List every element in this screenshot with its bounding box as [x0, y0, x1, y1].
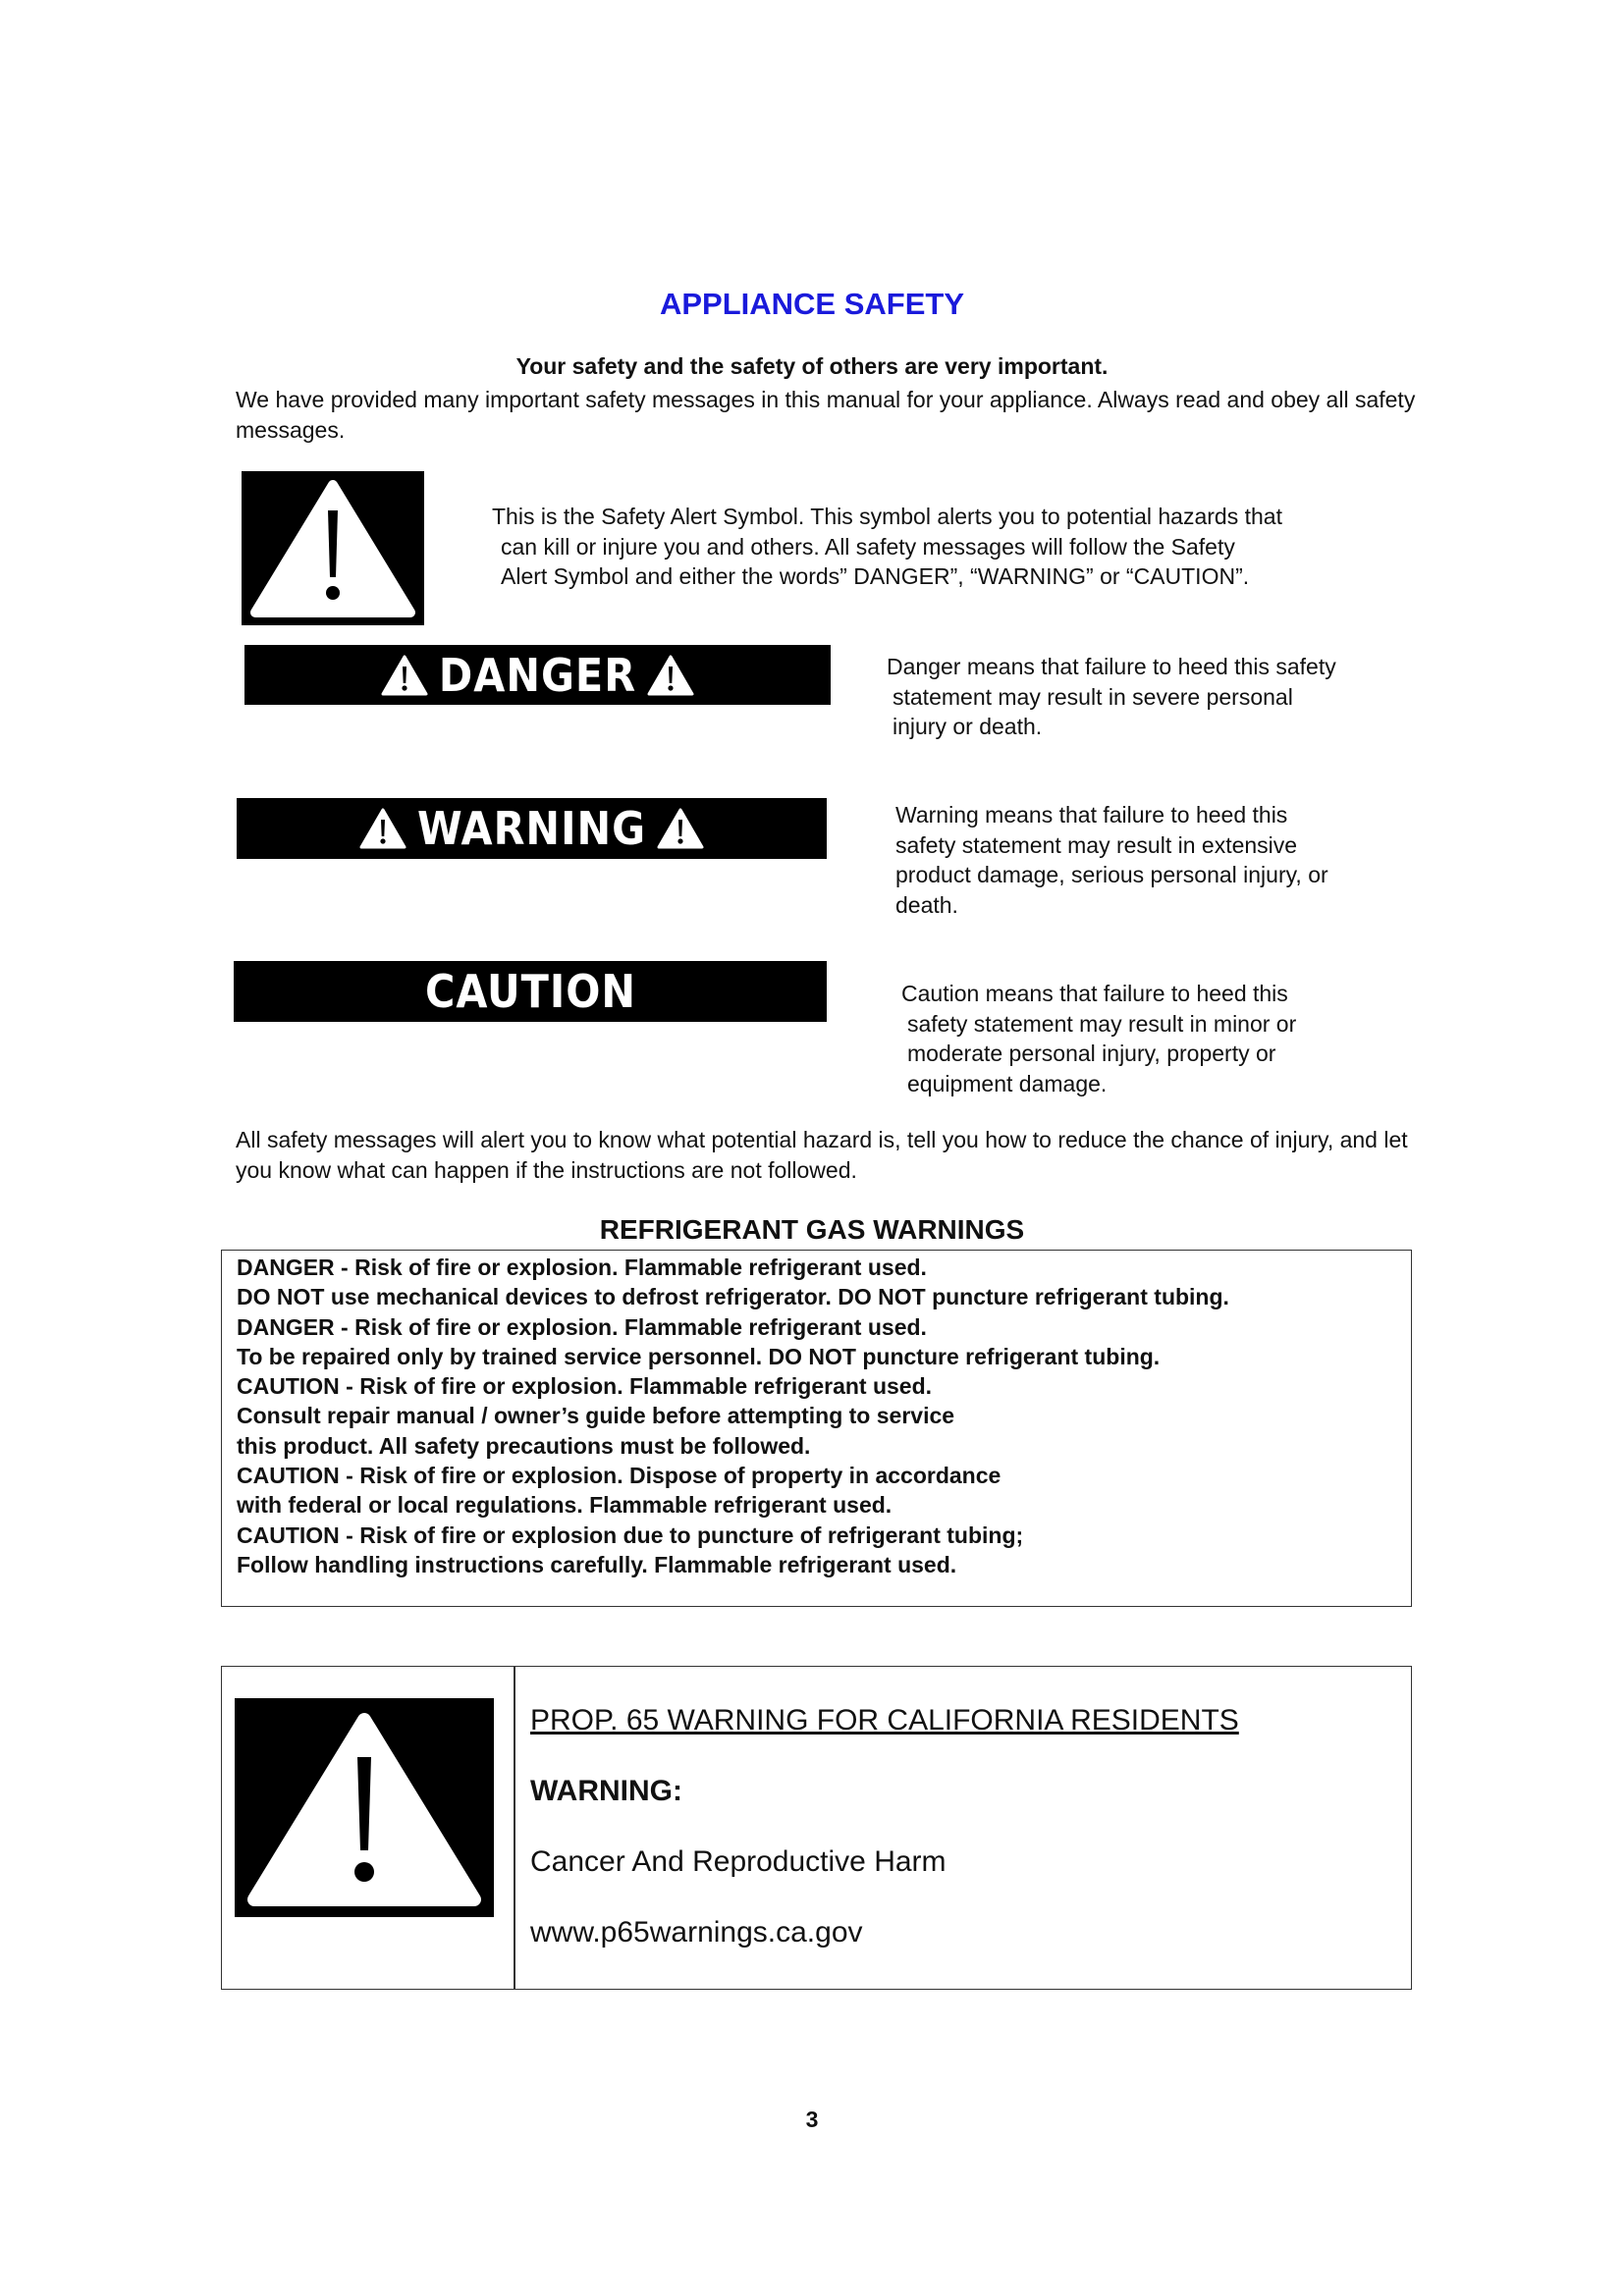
warning-label: WARNING	[416, 802, 647, 855]
warning-triangle-icon	[358, 807, 407, 850]
refrigerant-line: To be repaired only by trained service personnel. DO NOT puncture refrigerant tubing.	[237, 1343, 1161, 1369]
warning-line: Warning means that failure to heed this	[895, 802, 1288, 828]
caution-line: equipment damage.	[907, 1070, 1108, 1096]
danger-line: statement may result in severe personal	[893, 683, 1293, 710]
caution-banner	[234, 961, 827, 1022]
danger-line: Danger means that failure to heed this safety	[887, 654, 1336, 679]
refrigerant-warning-list	[237, 1253, 1229, 1579]
caution-line: Caution means that failure to heed this	[901, 981, 1288, 1006]
danger-banner	[244, 645, 831, 705]
alert-line: This is the Safety Alert Symbol. This symbol alerts you to potential hazards that	[492, 504, 1282, 529]
danger-label: DANGER	[438, 648, 637, 702]
warning-triangle-icon	[235, 1698, 494, 1917]
prop65-website-link[interactable]: www.p65warnings.ca.gov	[530, 1916, 863, 1949]
refrigerant-line: DANGER - Risk of fire or explosion. Flammable refrigerant used.	[237, 1313, 927, 1340]
intro-paragraph: We have provided many important safety messages in this manual for your appliance. Always read and obey all safety messages.	[236, 387, 1416, 443]
warning-triangle-icon	[380, 654, 429, 697]
safety-alert-description	[492, 502, 1425, 592]
refrigerant-line: DANGER - Risk of fire or explosion. Flammable refrigerant used.	[237, 1255, 927, 1280]
caution-label: CAUTION	[425, 965, 637, 1018]
prop65-symbol	[235, 1698, 494, 1917]
warning-banner	[237, 798, 827, 859]
refrigerant-line: Consult repair manual / owner’s guide before attempting to service	[237, 1403, 955, 1429]
warning-line: safety statement may result in extensive	[895, 831, 1298, 858]
warning-line: death.	[895, 891, 958, 918]
danger-description	[887, 652, 1436, 742]
warning-line: product damage, serious personal injury, or	[895, 862, 1328, 887]
prop65-harm-text: Cancer And Reproductive Harm	[530, 1845, 947, 1878]
page-number: 3	[805, 2107, 819, 2132]
danger-line: injury or death.	[893, 714, 1043, 739]
refrigerant-line: CAUTION - Risk of fire or explosion. Dispose of property in accordance	[237, 1463, 1001, 1489]
alert-line: Alert Symbol and either the words” DANGER”, “WARNING” or “CAUTION”.	[501, 563, 1250, 589]
warning-triangle-icon	[656, 807, 705, 850]
page-subtitle: Your safety and the safety of others are very important.	[515, 353, 1109, 379]
refrigerant-line: Follow handling instructions carefully. Flammable refrigerant used.	[237, 1551, 957, 1577]
warning-triangle-icon	[646, 654, 695, 697]
refrigerant-line: CAUTION - Risk of fire or explosion. Flammable refrigerant used.	[237, 1373, 933, 1400]
caution-description	[901, 979, 1432, 1098]
alert-line: can kill or injure you and others. All safety messages will follow the Safety	[501, 533, 1235, 560]
refrigerant-heading: REFRIGERANT GAS WARNINGS	[599, 1214, 1025, 1245]
prop65-divider	[514, 1667, 515, 1989]
warning-description	[895, 800, 1435, 920]
safety-alert-symbol	[242, 471, 424, 625]
prop65-warning-label: WARNING:	[530, 1775, 682, 1807]
refrigerant-warning-box	[221, 1250, 1412, 1607]
refrigerant-line: CAUTION - Risk of fire or explosion due to puncture of refrigerant tubing;	[237, 1522, 1024, 1548]
closing-paragraph: All safety messages will alert you to know what potential hazard is, tell you how to reduce the chance of injury, and let you know what can happen if the instructions are not followed.	[236, 1127, 1408, 1183]
prop65-box	[221, 1666, 1412, 1990]
prop65-title: PROP. 65 WARNING FOR CALIFORNIA RESIDENTS	[530, 1704, 1239, 1736]
refrigerant-line: DO NOT use mechanical devices to defrost refrigerator. DO NOT puncture refrigerant tubing.	[237, 1284, 1229, 1310]
page-title: APPLIANCE SAFETY	[659, 287, 965, 321]
caution-line: moderate personal injury, property or	[907, 1041, 1276, 1066]
warning-triangle-icon	[242, 471, 424, 625]
refrigerant-line: with federal or local regulations. Flammable refrigerant used.	[237, 1492, 893, 1519]
refrigerant-line: this product. All safety precautions must be followed.	[237, 1432, 811, 1459]
caution-line: safety statement may result in minor or	[907, 1010, 1297, 1037]
